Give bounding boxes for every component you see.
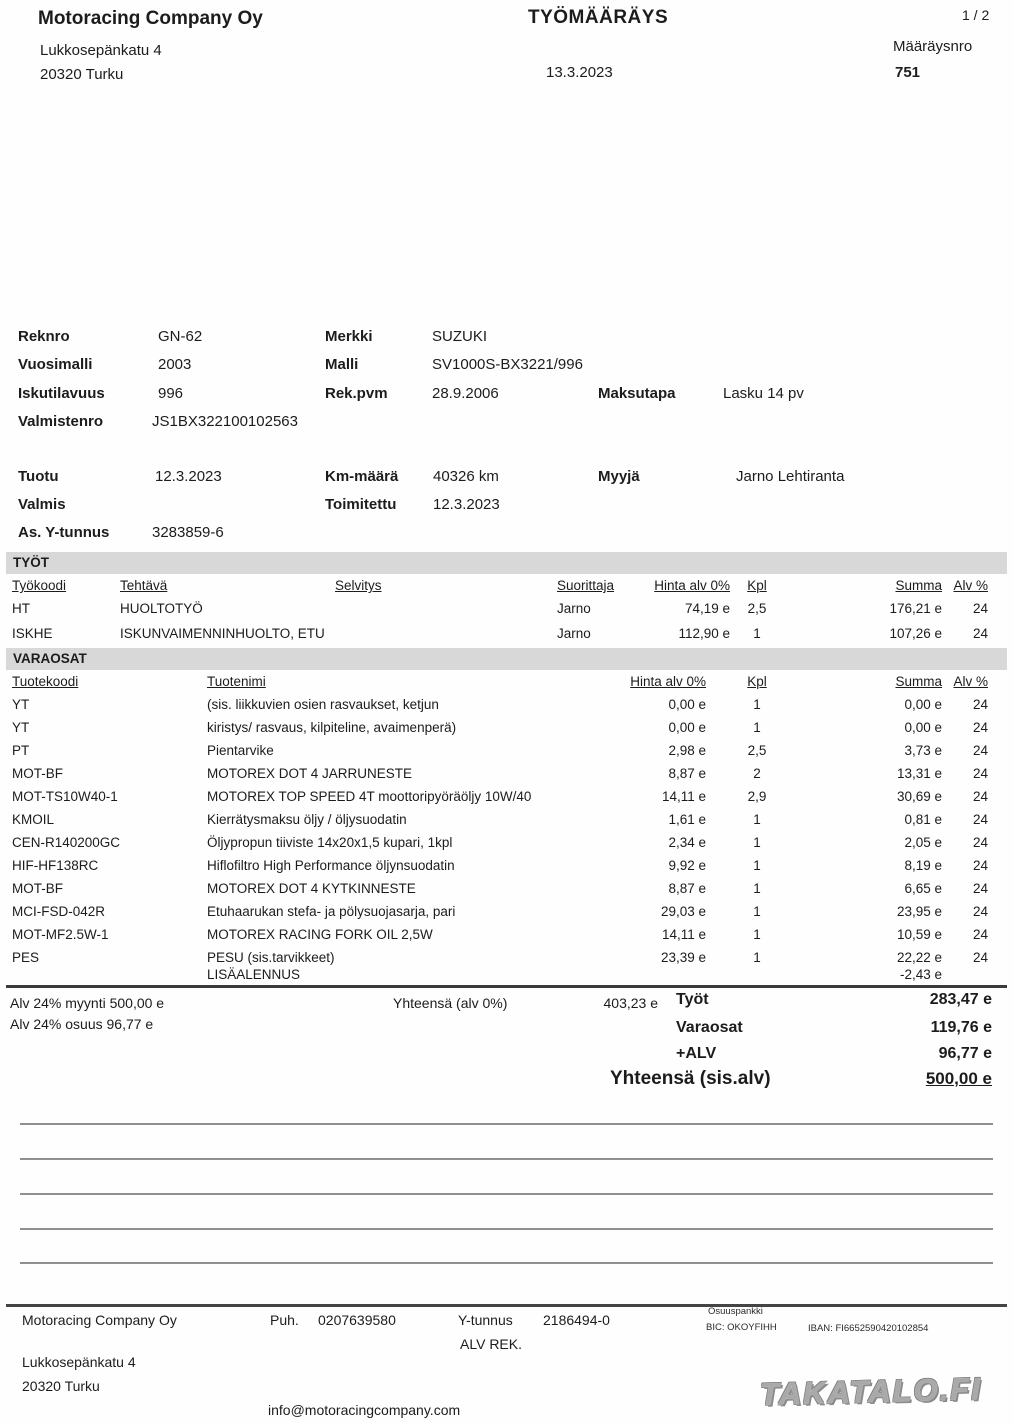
part-code: PT xyxy=(12,743,30,758)
part-vat: 24 xyxy=(972,743,988,758)
asiakas-ytunnus-value: 3283859-6 xyxy=(152,524,224,541)
work-qty: 1 xyxy=(753,626,761,641)
part-qty: 1 xyxy=(753,950,761,965)
iskutilavuus-label: Iskutilavuus xyxy=(18,385,105,402)
part-name: MOTOREX DOT 4 KYTKINNESTE xyxy=(207,881,416,896)
takatalo-watermark: TAKATALO.FI xyxy=(759,1371,983,1412)
part-code: HIF-HF138RC xyxy=(12,858,99,873)
part-sum: 10,59 e xyxy=(896,927,942,942)
blank-note-line xyxy=(20,1158,993,1160)
order-number-label: Määräysnro xyxy=(893,38,973,55)
varaosat-col-tuotenimi: Tuotenimi xyxy=(207,674,266,689)
part-code: KMOIL xyxy=(12,812,55,827)
part-price: 14,11 e xyxy=(661,789,706,804)
part-qty: 1 xyxy=(753,858,761,873)
tuotu-label: Tuotu xyxy=(18,468,59,485)
work-performer: Jarno xyxy=(557,626,591,641)
discount-sum: -2,43 e xyxy=(899,967,942,982)
part-qty: 1 xyxy=(753,812,761,827)
work-task: ISKUNVAIMENNINHUOLTO, ETU xyxy=(120,626,325,641)
part-price: 23,39 e xyxy=(660,950,706,965)
varaosat-col-tuotekoodi: Tuotekoodi xyxy=(12,674,79,689)
part-code: YT xyxy=(12,697,30,712)
varaosat-col-hinta: Hinta alv 0% xyxy=(630,674,706,689)
part-price: 14,11 e xyxy=(661,927,706,942)
part-qty: 1 xyxy=(753,697,761,712)
page-number: 1 / 2 xyxy=(962,7,990,23)
work-sum: 107,26 e xyxy=(889,626,942,641)
malli-value: SV1000S-BX3221/996 xyxy=(432,356,583,373)
order-number: 751 xyxy=(895,64,921,81)
part-price: 9,92 e xyxy=(668,858,706,873)
tyot-col-suorittaja: Suorittaja xyxy=(557,578,615,593)
varaosat-section-header: VARAOSAT xyxy=(6,648,1007,670)
part-sum: 3,73 e xyxy=(904,743,942,758)
part-name: PESU (sis.tarvikkeet) xyxy=(207,950,335,965)
grand-total-value: 500,00 e xyxy=(925,1069,992,1088)
tyot-col-hinta: Hinta alv 0% xyxy=(654,578,730,593)
work-sum: 176,21 e xyxy=(889,601,942,616)
footer-address-street: Lukkosepänkatu 4 xyxy=(22,1354,136,1370)
parts-total-value: 119,76 e xyxy=(930,1019,992,1036)
part-qty: 1 xyxy=(753,904,761,919)
part-sum: 30,69 e xyxy=(896,789,942,804)
tuotu-value: 12.3.2023 xyxy=(155,468,222,485)
part-vat: 24 xyxy=(972,812,988,827)
document-date: 13.3.2023 xyxy=(546,64,613,81)
table-row xyxy=(0,881,1013,903)
footer-iban: IBAN: FI6652590420102854 xyxy=(808,1323,929,1334)
part-price: 8,87 e xyxy=(668,766,706,781)
valmistenro-value: JS1BX322100102563 xyxy=(152,413,298,430)
work-price: 112,90 e xyxy=(678,626,730,641)
myyja-value: Jarno Lehtiranta xyxy=(736,468,845,485)
blank-note-line xyxy=(20,1123,993,1125)
vuosimalli-label: Vuosimalli xyxy=(18,356,93,373)
tyot-col-tyokoodi: Työkoodi xyxy=(12,578,67,593)
part-vat: 24 xyxy=(972,927,988,942)
part-code: MCI-FSD-042R xyxy=(12,904,106,919)
tyot-col-selvitys: Selvitys xyxy=(335,578,382,593)
part-qty: 1 xyxy=(753,881,761,896)
part-sum: 22,22 e xyxy=(896,950,942,965)
part-qty: 2 xyxy=(753,766,761,781)
company-address-city: 20320 Turku xyxy=(40,66,124,83)
merkki-value: SUZUKI xyxy=(432,328,488,345)
part-name: MOTOREX TOP SPEED 4T moottoripyöräöljy 10W/40 xyxy=(207,789,532,804)
tyot-col-kpl: Kpl xyxy=(747,578,767,593)
vuosimalli-value: 2003 xyxy=(158,356,192,373)
footer-email: info@motoracingcompany.com xyxy=(268,1402,461,1418)
rekpvm-label: Rek.pvm xyxy=(325,385,388,402)
discount-label: LISÄALENNUS xyxy=(207,967,301,982)
grand-total-label: Yhteensä (sis.alv) xyxy=(610,1068,771,1089)
part-price: 2,98 e xyxy=(668,743,706,758)
footer-bic: BIC: OKOYFIHH xyxy=(706,1322,777,1333)
part-code: MOT-BF xyxy=(12,766,63,781)
table-row xyxy=(0,904,1013,926)
blank-note-line xyxy=(20,1228,993,1230)
part-sum: 23,95 e xyxy=(896,904,942,919)
rekpvm-value: 28.9.2006 xyxy=(432,385,499,402)
part-sum: 2,05 e xyxy=(904,835,942,850)
part-name: Öljypropun tiiviste 14x20x1,5 kupari, 1kpl xyxy=(207,835,453,850)
footer-address-city: 20320 Turku xyxy=(22,1378,100,1394)
part-code: MOT-BF xyxy=(12,881,63,896)
part-qty: 2,5 xyxy=(747,743,767,758)
part-vat: 24 xyxy=(972,697,988,712)
part-code: YT xyxy=(12,720,30,735)
part-price: 29,03 e xyxy=(660,904,706,919)
footer-phone-value: 0207639580 xyxy=(318,1312,396,1328)
tyot-header-row xyxy=(0,578,1013,600)
part-sum: 8,19 e xyxy=(904,858,942,873)
part-code: PES xyxy=(12,950,40,965)
table-row xyxy=(0,789,1013,811)
work-vat: 24 xyxy=(972,601,988,616)
work-performer: Jarno xyxy=(557,601,591,616)
varaosat-col-kpl: Kpl xyxy=(747,674,767,689)
part-name: Pientarvike xyxy=(207,743,274,758)
part-sum: 6,65 e xyxy=(904,881,942,896)
total-excl-vat-value: 403,23 e xyxy=(603,995,658,1011)
reknro-label: Reknro xyxy=(18,328,70,345)
vat-sales-line: Alv 24% myynti 500,00 e xyxy=(10,995,165,1011)
varaosat-header-row xyxy=(0,674,1013,696)
maksutapa-value: Lasku 14 pv xyxy=(723,385,804,402)
valmis-label: Valmis xyxy=(18,496,66,513)
table-row xyxy=(0,626,1013,648)
part-vat: 24 xyxy=(972,904,988,919)
km-label: Km-määrä xyxy=(325,468,399,485)
work-price: 74,19 e xyxy=(684,601,730,616)
part-name: MOTOREX RACING FORK OIL 2,5W xyxy=(207,927,433,942)
part-price: 1,61 e xyxy=(668,812,706,827)
total-excl-vat-label: Yhteensä (alv 0%) xyxy=(393,995,508,1011)
part-vat: 24 xyxy=(972,766,988,781)
tyot-col-tehtava: Tehtävä xyxy=(120,578,168,593)
part-code: CEN-R140200GC xyxy=(12,835,121,850)
works-total-label: Työt xyxy=(676,991,709,1008)
vat-total-label: +ALV xyxy=(676,1045,717,1062)
maksutapa-label: Maksutapa xyxy=(598,385,676,402)
totals-divider-line xyxy=(6,985,1007,988)
part-name: Hiflofiltro High Performance öljynsuodatin xyxy=(207,858,455,873)
tyot-col-summa: Summa xyxy=(895,578,942,593)
part-code: MOT-TS10W40-1 xyxy=(12,789,118,804)
part-name: kiristys/ rasvaus, kilpiteline, avaimenperä) xyxy=(207,720,457,735)
part-name: (sis. liikkuvien osien rasvaukset, ketjun xyxy=(207,697,439,712)
tyot-section-header: TYÖT xyxy=(6,552,1007,574)
vat-total-value: 96,77 e xyxy=(938,1045,992,1062)
iskutilavuus-value: 996 xyxy=(158,385,184,402)
part-name: MOTOREX DOT 4 JARRUNESTE xyxy=(207,766,413,781)
table-row xyxy=(0,743,1013,765)
table-row xyxy=(0,720,1013,742)
work-task: HUOLTOTYÖ xyxy=(120,601,203,616)
part-code: MOT-MF2.5W-1 xyxy=(12,927,109,942)
vat-share-line: Alv 24% osuus 96,77 e xyxy=(10,1016,154,1032)
part-sum: 0,00 e xyxy=(904,720,942,735)
part-sum: 0,00 e xyxy=(904,697,942,712)
part-qty: 1 xyxy=(753,720,761,735)
works-total-value: 283,47 e xyxy=(929,991,992,1008)
table-row xyxy=(0,858,1013,880)
blank-note-line xyxy=(20,1262,993,1264)
part-price: 2,34 e xyxy=(668,835,706,850)
asiakas-ytunnus-label: As. Y-tunnus xyxy=(18,524,110,541)
toimitettu-value: 12.3.2023 xyxy=(433,496,500,513)
part-price: 0,00 e xyxy=(668,697,706,712)
table-row xyxy=(0,766,1013,788)
toimitettu-label: Toimitettu xyxy=(325,496,397,513)
merkki-label: Merkki xyxy=(325,328,373,345)
malli-label: Malli xyxy=(325,356,359,373)
work-vat: 24 xyxy=(972,626,988,641)
company-name: Motoracing Company Oy xyxy=(38,8,263,29)
part-name: Etuhaarukan stefa- ja pölysuojasarja, pari xyxy=(207,904,456,919)
footer-bank-name: Osuuspankki xyxy=(708,1306,763,1317)
varaosat-col-summa: Summa xyxy=(895,674,942,689)
part-vat: 24 xyxy=(972,881,988,896)
reknro-value: GN-62 xyxy=(158,328,203,345)
part-price: 0,00 e xyxy=(668,720,706,735)
km-value: 40326 km xyxy=(433,468,499,485)
work-code: ISKHE xyxy=(12,626,53,641)
part-qty: 2,9 xyxy=(747,789,767,804)
footer-ytunnus-value: 2186494-0 xyxy=(543,1312,610,1328)
table-row xyxy=(0,835,1013,857)
myyja-label: Myyjä xyxy=(598,468,640,485)
varaosat-col-alv: Alv % xyxy=(953,674,988,689)
blank-note-line xyxy=(20,1193,993,1195)
part-sum: 13,31 e xyxy=(896,766,942,781)
work-qty: 2,5 xyxy=(747,601,767,616)
work-code: HT xyxy=(12,601,30,616)
part-price: 8,87 e xyxy=(668,881,706,896)
company-address-street: Lukkosepänkatu 4 xyxy=(40,42,162,59)
parts-total-label: Varaosat xyxy=(676,1019,743,1036)
part-qty: 1 xyxy=(753,835,761,850)
table-row xyxy=(0,697,1013,719)
footer-divider-line xyxy=(6,1304,1007,1307)
part-vat: 24 xyxy=(972,835,988,850)
tyot-col-alv: Alv % xyxy=(953,578,988,593)
footer-phone-label: Puh. xyxy=(270,1312,299,1328)
part-vat: 24 xyxy=(972,950,988,965)
table-row xyxy=(0,812,1013,834)
part-vat: 24 xyxy=(972,858,988,873)
part-name: Kierrätysmaksu öljy / öljysuodatin xyxy=(207,812,407,827)
table-row xyxy=(0,601,1013,623)
footer-ytunnus-label: Y-tunnus xyxy=(458,1312,513,1328)
part-sum: 0,81 e xyxy=(904,812,942,827)
part-vat: 24 xyxy=(972,789,988,804)
document-title: TYÖMÄÄRÄYS xyxy=(528,7,669,28)
footer-company-name: Motoracing Company Oy xyxy=(22,1312,177,1328)
part-qty: 1 xyxy=(753,927,761,942)
table-row xyxy=(0,927,1013,949)
footer-vat-registered: ALV REK. xyxy=(460,1336,522,1352)
part-vat: 24 xyxy=(972,720,988,735)
valmistenro-label: Valmistenro xyxy=(18,413,104,430)
